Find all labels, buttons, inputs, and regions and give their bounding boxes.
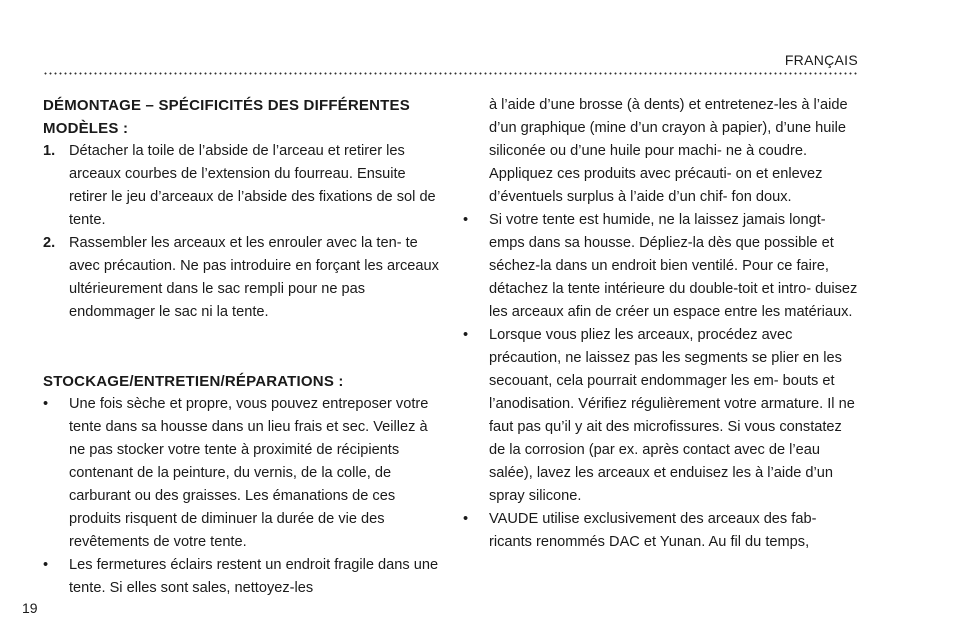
item-text: Les fermetures éclairs restent un endroit fragile dans une tente. Si elles sont sales, nettoyez-les bbox=[69, 557, 439, 596]
list-item bbox=[463, 209, 859, 324]
bullet-icon: • bbox=[43, 396, 49, 412]
right-column bbox=[463, 94, 859, 554]
item-text: Une fois sèche et propre, vous pouvez entreposer votre tente dans sa housse dans un lieu frais et sec. Veillez à ne pas stocker votre tente à proximité de récipients contenant de la peinture, du vernis, de la colle, de carburant ou des graisses. Les émanations de ces produits risquent de diminuer la durée de vie des revêtements de votre tente. bbox=[69, 396, 429, 550]
list-item bbox=[43, 140, 439, 232]
item-text: Lorsque vous pliez les arceaux, procédez avec précaution, ne laissez pas les segments se plier en les secouant, cela pourrait endommager les em- bouts et l’anodisation. Vérifiez régulièrement votre armature. Il ne faut pas qu’il y ait des microfissures. Si vous constatez de la corrosion (par ex. après contact avec de l’eau salée), lavez les arceaux et enduisez les à l’aide d’un spray silicone. bbox=[489, 327, 855, 504]
storage-list bbox=[43, 393, 439, 600]
dismantling-steps bbox=[43, 140, 439, 324]
item-text: Si votre tente est humide, ne la laissez jamais longt- emps dans sa housse. Dépliez-la dès que possible et séchez-la dans un endroit bien ventilé. Pour ce faire, détachez la tente intérieure du double-toit et intro- duisez les arceaux afin de créer un espace entre les matériaux. bbox=[489, 212, 858, 320]
bullet-icon: • bbox=[463, 511, 469, 527]
list-item bbox=[463, 324, 859, 508]
language-label: FRANÇAIS bbox=[784, 52, 858, 68]
left-column bbox=[43, 94, 439, 600]
step-text: Rassembler les arceaux et les enrouler avec la ten- te avec précaution. Ne pas introduire en forçant les arceaux ultérieurement dans le sac rempli pour ne pas endommager le sac ni la tente. bbox=[69, 235, 439, 320]
dotted-divider bbox=[43, 72, 858, 75]
list-item bbox=[43, 393, 439, 554]
page-number: 19 bbox=[22, 600, 38, 616]
step-text: Détacher la toile de l’abside de l’arceau et retirer les arceaux courbes de l’extension du fourreau. Ensuite retirer le jeu d’arceaux de l’abside des fixations de sol de tente. bbox=[69, 143, 436, 228]
section-heading-storage: STOCKAGE/ENTRETIEN/RÉPARATIONS : bbox=[43, 373, 344, 390]
step-number: 1. bbox=[43, 143, 56, 159]
section-spacer bbox=[43, 324, 439, 370]
list-item bbox=[463, 508, 859, 554]
item-text: VAUDE utilise exclusivement des arceaux des fab- ricants renommés DAC et Yunan. Au fil du temps, bbox=[489, 511, 817, 550]
storage-list-continued bbox=[463, 209, 859, 554]
bullet-icon: • bbox=[43, 557, 49, 573]
step-number: 2. bbox=[43, 235, 56, 251]
list-item bbox=[43, 232, 439, 324]
list-item bbox=[43, 554, 439, 600]
continued-text: à l’aide d’une brosse (à dents) et entretenez-les à l’aide d’un graphique (mine d’un crayon à papier), d’une huile siliconée ou d’une huile pour machi- ne à coudre. Appliquez ces produits avec précauti- on et enlevez d’éventuels surplus à l’aide d’un chif- fon doux. bbox=[489, 97, 848, 205]
bullet-icon: • bbox=[463, 212, 469, 228]
section-heading-dismantling: DÉMONTAGE – SPÉCIFICITÉS DES DIFFÉRENTES MODÈLES : bbox=[43, 97, 410, 137]
bullet-icon: • bbox=[463, 327, 469, 343]
